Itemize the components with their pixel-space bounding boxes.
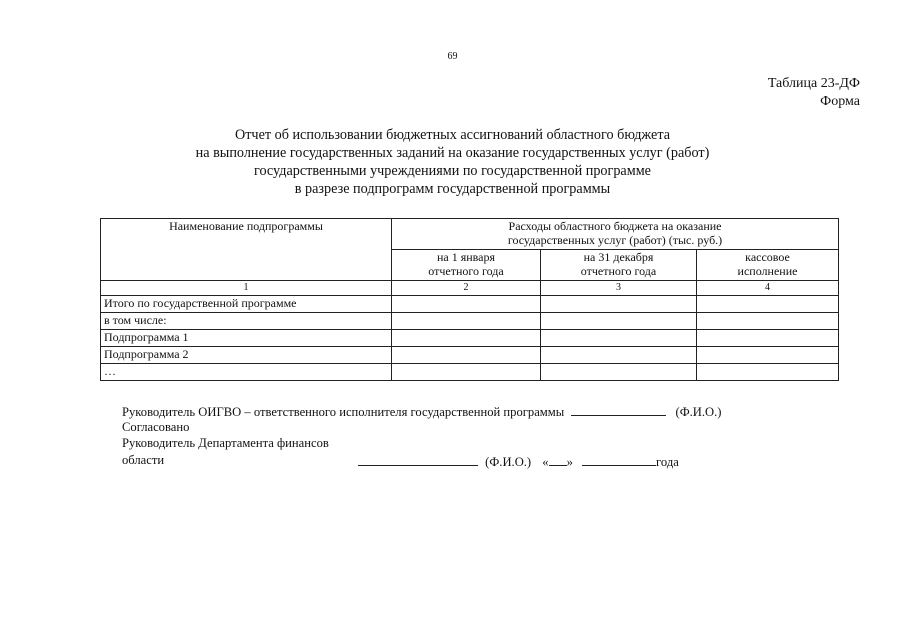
header-expenses-group: Расходы областного бюджета на оказание государственных услуг (работ) (тыс. руб.) [392, 219, 839, 250]
table-row [101, 330, 839, 347]
column-number: 2 [392, 281, 541, 296]
table-cell [541, 347, 697, 364]
page-number: 69 [447, 51, 458, 62]
table-cell [541, 313, 697, 330]
region-label: области [122, 453, 165, 467]
head-of-executor-label: Руководитель ОИГВО – ответственного исполнителя государственной программы [122, 405, 565, 419]
row-name-including: в том числе: [101, 313, 392, 330]
signature-blank [358, 453, 478, 466]
table-cell [697, 313, 839, 330]
report-title-line-4: в разрезе подпрограмм государственной программы [294, 181, 611, 197]
row-name-subprogram-1: Подпрограмма 1 [101, 330, 392, 347]
signature-blank [571, 403, 666, 416]
header-subprogram-name: Наименование подпрограммы [101, 219, 392, 281]
report-title-line-2: на выполнение государственных заданий на оказание государственных услуг (работ) [195, 145, 710, 161]
table-label: Таблица 23-ДФ [767, 76, 860, 91]
year-label: года [656, 455, 679, 469]
table-cell [541, 296, 697, 313]
table-cell [541, 364, 697, 381]
fio-label: (Ф.И.О.) [675, 405, 722, 419]
form-label: Форма [820, 94, 860, 109]
fio-label: (Ф.И.О.) [485, 455, 532, 469]
row-name-total: Итого по государственной программе [101, 296, 392, 313]
row-name-ellipsis: … [101, 364, 392, 381]
report-table [100, 218, 839, 381]
footer-signature-line [358, 453, 679, 470]
table-cell [392, 347, 541, 364]
table-row [101, 296, 839, 313]
table-cell [541, 330, 697, 347]
report-title-line-3: государственными учреждениями по государственной программе [254, 163, 651, 179]
agreed-label: Согласовано [122, 420, 190, 434]
finance-head-label: Руководитель Департамента финансов [122, 436, 329, 450]
table-cell [697, 296, 839, 313]
footer-head-line [122, 403, 722, 420]
table-row [101, 364, 839, 381]
column-number: 3 [541, 281, 697, 296]
table-cell [697, 347, 839, 364]
month-blank [582, 453, 656, 466]
table-row [101, 313, 839, 330]
table-cell [697, 364, 839, 381]
table-cell [697, 330, 839, 347]
date-quote-open: « [542, 455, 549, 469]
date-quote-close: » [566, 455, 573, 469]
table-row [101, 347, 839, 364]
header-cash-execution: кассовое исполнение [697, 250, 839, 281]
table-cell [392, 296, 541, 313]
header-dec-31: на 31 декабря отчетного года [541, 250, 697, 281]
table-cell [392, 364, 541, 381]
column-number: 1 [101, 281, 392, 296]
header-jan-1: на 1 января отчетного года [392, 250, 541, 281]
day-blank [549, 453, 567, 466]
table-cell [392, 313, 541, 330]
row-name-subprogram-2: Подпрограмма 2 [101, 347, 392, 364]
column-number: 4 [697, 281, 839, 296]
table-cell [392, 330, 541, 347]
report-title-line-1: Отчет об использовании бюджетных ассигнований областного бюджета [234, 127, 670, 143]
